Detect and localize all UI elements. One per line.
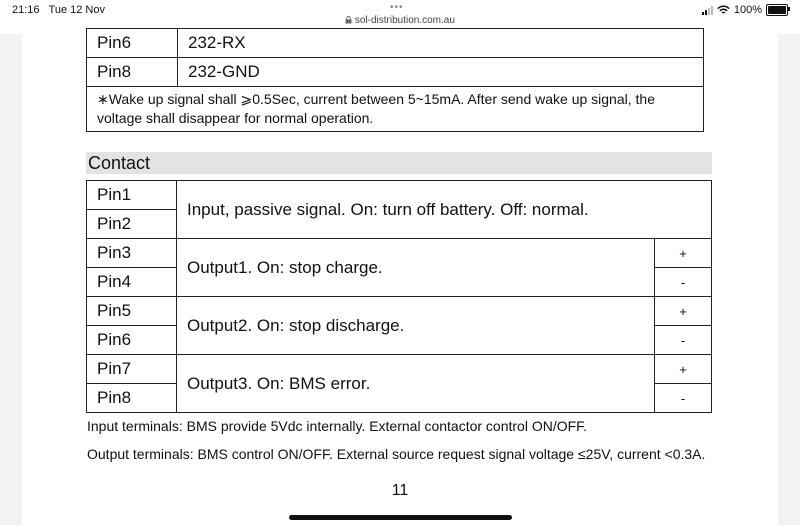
address-bar[interactable] [0,15,800,26]
pin-label: Pin6 [87,29,178,58]
date: Tue 12 Nov [48,4,105,16]
polarity-plus: + [655,355,712,384]
pin-function: 232-RX [178,29,704,58]
battery-icon [766,4,788,16]
table-row [87,29,704,58]
pin-label: Pin3 [87,239,177,268]
status-icons [702,4,788,16]
table-row [87,58,704,87]
output-terminals-note: Output terminals: BMS control ON/OFF. External source request signal voltage ≤25V, current <0.3A. [87,446,706,462]
polarity-minus: - [655,268,712,297]
more-dots-icon[interactable]: ••• [390,2,404,13]
time: 21:16 [12,4,40,16]
contact-description: Output3. On: BMS error. [177,355,655,413]
table-row [87,355,712,384]
contact-description: Output1. On: stop charge. [177,239,655,297]
table-row [87,297,712,326]
contact-description: Output2. On: stop discharge. [177,297,655,355]
url-text: sol-distribution.com.au [354,15,455,26]
contact-table [86,180,712,413]
table-row [87,87,704,132]
lock-icon [345,16,352,24]
pin-label: Pin2 [87,210,177,239]
pin-label: Pin5 [87,297,177,326]
polarity-plus: + [655,239,712,268]
page-number: 11 [391,482,409,499]
home-indicator[interactable] [289,515,512,520]
communication-pin-table [86,28,704,132]
table-row [87,239,712,268]
polarity-minus: - [655,384,712,413]
pin-label: Pin4 [87,268,177,297]
pin-label: Pin8 [87,384,177,413]
cellular-signal-icon [702,6,713,15]
section-heading: Contact [86,152,712,174]
pin-label: Pin6 [87,326,177,355]
pin-label: Pin8 [87,58,178,87]
pin-label: Pin7 [87,355,177,384]
pin-function: 232-GND [178,58,704,87]
polarity-minus: - [655,326,712,355]
wake-up-note: ∗Wake up signal shall ⩾0.5Sec, current between 5~15mA. After send wake up signal, the voltage shall disappear for normal operation. [87,87,704,132]
table-row [87,181,712,210]
polarity-plus: + [655,297,712,326]
wifi-icon [717,5,730,15]
pin-label: Pin1 [87,181,177,210]
input-terminals-note: Input terminals: BMS provide 5Vdc internally. External contactor control ON/OFF. [87,418,588,434]
contact-description: Input, passive signal. On: turn off battery. Off: normal. [177,181,712,239]
battery-percent: 100% [733,4,762,16]
